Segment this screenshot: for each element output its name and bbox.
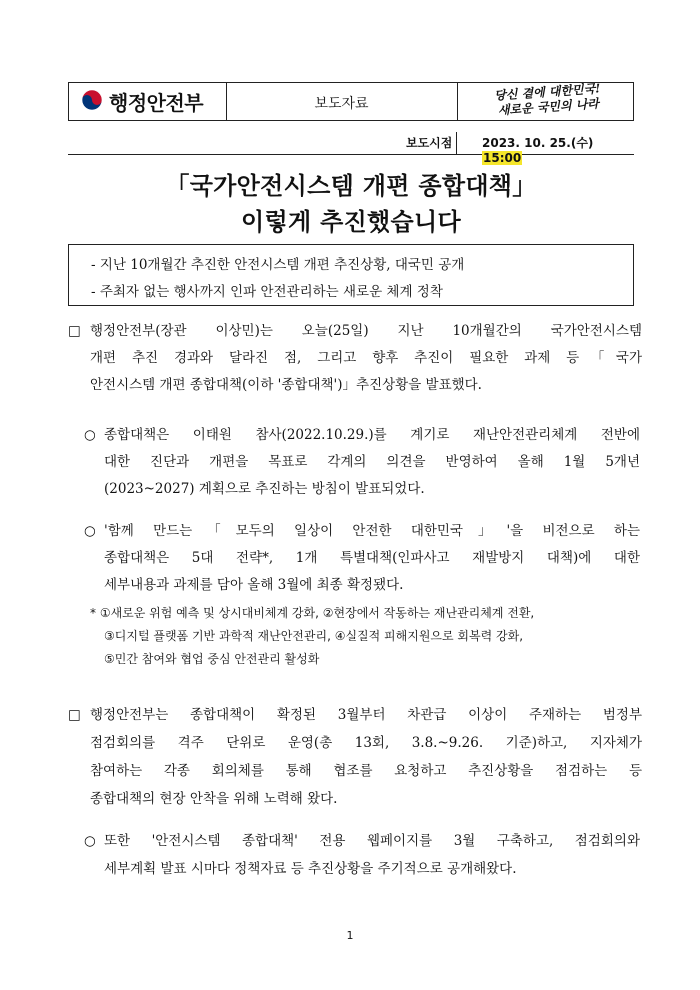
- release-label: 보도시점: [406, 136, 453, 150]
- paragraph: [84, 828, 659, 884]
- paragraph-line: 종합대책의 현장 안착을 위해 노력해 왔다.: [90, 791, 338, 807]
- page-title-sub: 이렇게 추진했습니다: [240, 208, 461, 236]
- paragraph-line: 대한 진단과 개편을 목표로 각계의 의견을 반영하여 올해 1월 5개년: [104, 454, 640, 470]
- paragraph-line: 종합대책은 5대 전략*, 1개 특별대책(인파사고 재발방지 대책)에 대한: [104, 550, 640, 566]
- paragraph-line: 세부내용과 과제를 담아 올해 3월에 최종 확정됐다.: [104, 577, 404, 593]
- footnote-line: ⑤민간 참여와 협업 중심 안전관리 활성화: [104, 652, 320, 666]
- footnote-line: ③디지털 플랫폼 기반 과학적 재난안전관리, ④실질적 피해지원으로 회복력 강화,: [104, 629, 524, 643]
- paragraph-line: '함께 만드는「모두의 일상이 안전한 대한민국」'을 비전으로 하는: [104, 523, 640, 539]
- paragraph-line: 점검회의를 격주 단위로 운영(총 13회, 3.8.~9.26. 기준)하고, 지자체가: [90, 735, 642, 751]
- paragraph-line: 세부계획 발표 시마다 정책자료 등 추진상황을 주기적으로 공개해왔다.: [104, 861, 517, 877]
- paragraph: [68, 702, 643, 812]
- paragraph: [84, 422, 659, 502]
- summary-box: [68, 244, 634, 306]
- summary-line: - 지난 10개월간 추진한 안전시스템 개편 추진상황, 대국민 공개: [91, 257, 465, 273]
- paragraph-line: 또한 '안전시스템 종합대책' 전용 웹페이지를 3월 구축하고, 점검회의와: [104, 833, 640, 849]
- paragraph-line: 행정안전부는 종합대책이 확정된 3월부터 차관급 이상이 주재하는 범정부: [90, 707, 642, 723]
- page-title: 「국가안전시스템 개편 종합대책」: [165, 172, 537, 200]
- header-band: [68, 82, 634, 121]
- paragraph-line: 참여하는 각종 회의체를 통해 협조를 요청하고 추진상황을 점검하는 등: [90, 763, 642, 779]
- paragraph-line: (2023~2027) 계획으로 추진하는 방침이 발표되었다.: [104, 481, 425, 497]
- paragraph-line: 행정안전부(장관 이상민)는 오늘(25일) 지난 10개월간의 국가안전시스템: [90, 323, 642, 339]
- paragraph: [84, 518, 659, 598]
- circle-bullet-icon: ○: [84, 523, 96, 539]
- paragraph-line: 개편 추진 경과와 달라진 점, 그리고 향후 추진이 필요한 과제 등「국가: [90, 350, 642, 366]
- paragraph-line: 안전시스템 개편 종합대책(이하 '종합대책')」추진상황을 발표했다.: [90, 377, 482, 393]
- release-divider: [456, 132, 457, 154]
- release-datetime: [482, 134, 634, 165]
- footnote: [90, 602, 650, 672]
- ministry-name: 행정안전부: [109, 91, 204, 115]
- release-date: 2023. 10. 25.(수): [482, 136, 594, 150]
- korea-government-emblem-icon: [81, 89, 103, 111]
- header-divider: [457, 83, 458, 120]
- slogan: [464, 79, 632, 123]
- square-bullet-icon: □: [68, 707, 81, 723]
- release-time: 15:00: [483, 151, 522, 165]
- slogan-line: 새로운 국민의 나라: [497, 96, 600, 118]
- release-row: [68, 132, 634, 165]
- slogan-line: 당신 곁에 대한민국!: [493, 81, 601, 103]
- document-type: 보도자료: [314, 96, 369, 112]
- page-number: 1: [346, 929, 354, 942]
- paragraph-line: 종합대책은 이태원 참사(2022.10.29.)를 계기로 재난안전관리체계 전반에: [104, 427, 640, 443]
- paragraph: [68, 318, 643, 398]
- square-bullet-icon: □: [68, 323, 81, 339]
- circle-bullet-icon: ○: [84, 427, 96, 443]
- summary-line: - 주최자 없는 행사까지 인파 안전관리하는 새로운 체계 정착: [91, 284, 443, 300]
- circle-bullet-icon: ○: [84, 833, 96, 849]
- footnote-line: * ①새로운 위험 예측 및 상시대비체계 강화, ②현장에서 작동하는 재난관리체계 전환,: [90, 606, 535, 620]
